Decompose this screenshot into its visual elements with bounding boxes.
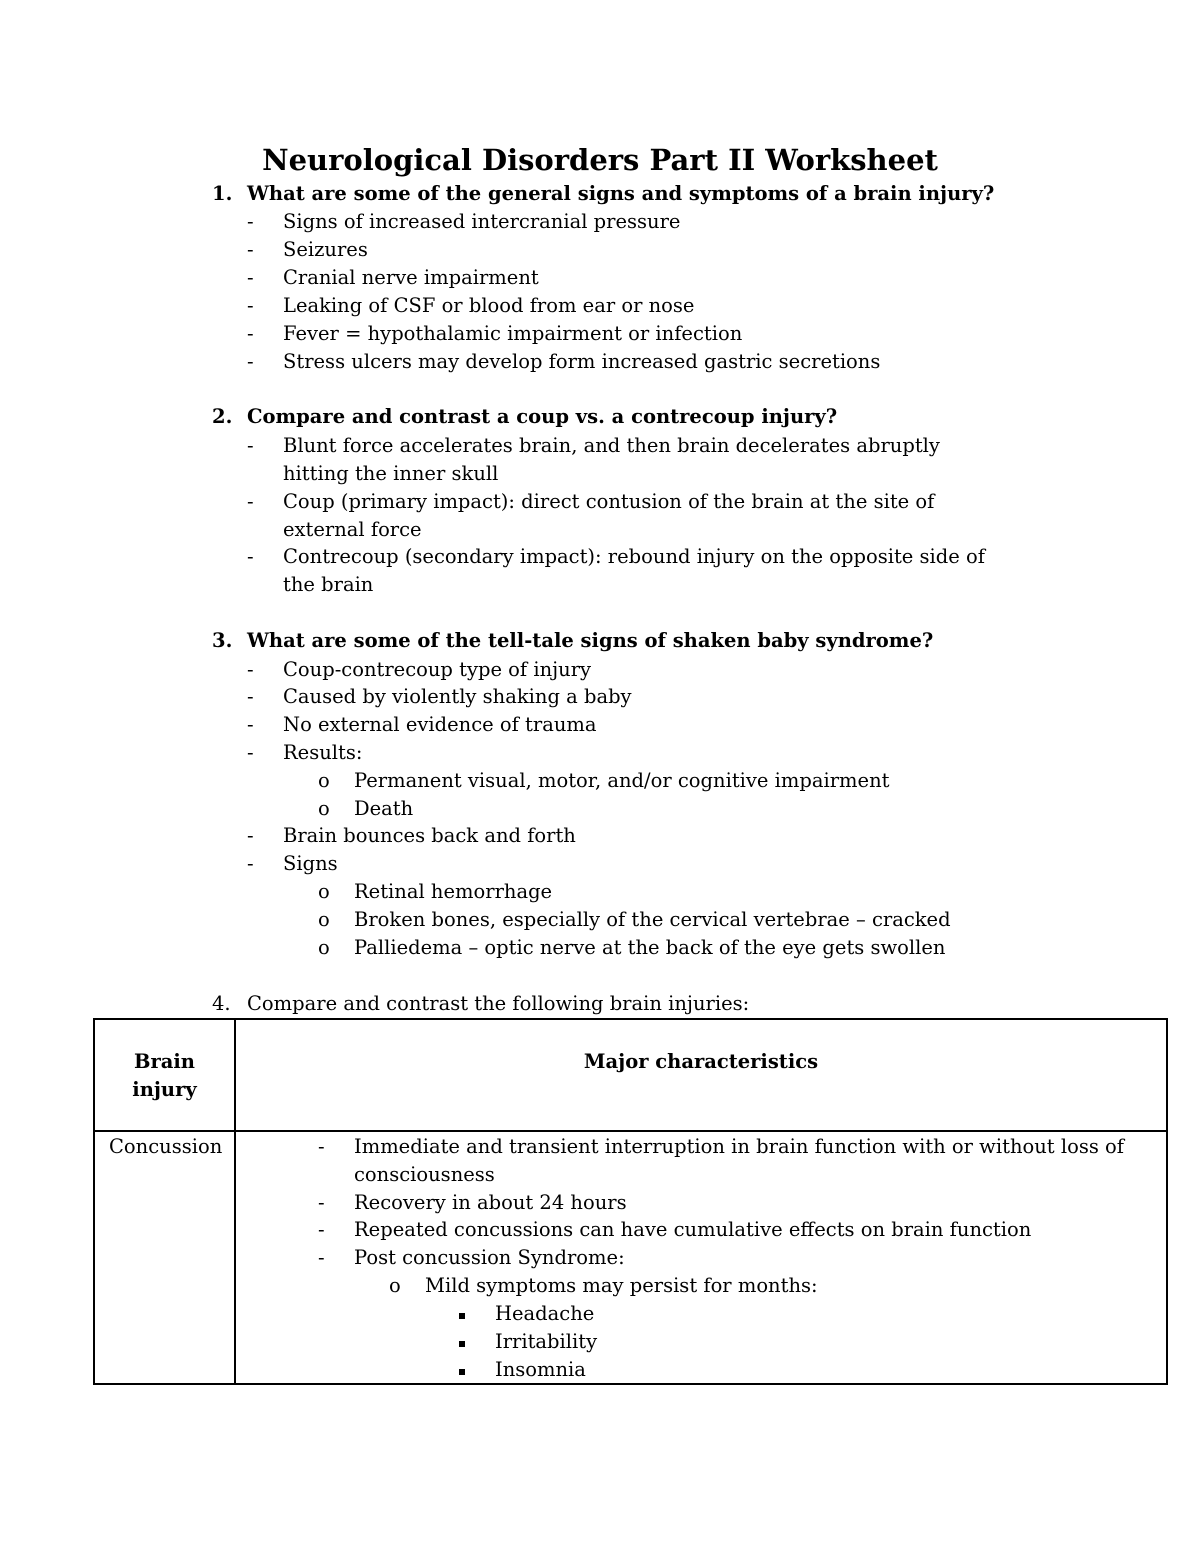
concussion-symptom: Irritability bbox=[495, 1330, 598, 1353]
header-line: injury bbox=[132, 1078, 197, 1101]
question-3-number: 3. bbox=[212, 629, 233, 652]
bullet-dash: - bbox=[247, 741, 254, 764]
bullet-o: o bbox=[389, 1274, 401, 1297]
bullet-dash: - bbox=[247, 350, 254, 373]
q1-item: Cranial nerve impairment bbox=[283, 266, 539, 289]
bullet-dash: - bbox=[247, 294, 254, 317]
page-title: Neurological Disorders Part II Worksheet bbox=[262, 143, 938, 177]
bullet-dash: - bbox=[247, 266, 254, 289]
bullet-o: o bbox=[318, 797, 330, 820]
bullet-o: o bbox=[318, 908, 330, 931]
q2-item-line: Blunt force accelerates brain, and then brain decelerates abruptly bbox=[283, 434, 940, 457]
concussion-subitem: Mild symptoms may persist for months: bbox=[425, 1274, 818, 1297]
q2-item-line: the brain bbox=[283, 573, 374, 596]
concussion-item-line: Immediate and transient interruption in brain function with or without loss of bbox=[354, 1135, 1124, 1158]
bullet-o: o bbox=[318, 936, 330, 959]
bullet-dash: - bbox=[247, 852, 254, 875]
q1-item: Seizures bbox=[283, 238, 368, 261]
square-bullet-icon bbox=[459, 1369, 465, 1375]
square-bullet-icon bbox=[459, 1341, 465, 1347]
q3-item: Brain bounces back and forth bbox=[283, 824, 576, 847]
bullet-dash: - bbox=[247, 824, 254, 847]
concussion-item: Repeated concussions can have cumulative effects on brain function bbox=[354, 1218, 1032, 1241]
bullet-dash: - bbox=[247, 238, 254, 261]
header-line: Brain bbox=[134, 1050, 195, 1073]
table-row-divider bbox=[93, 1130, 1168, 1132]
q2-item-line: Coup (primary impact): direct contusion of the brain at the site of bbox=[283, 490, 935, 513]
table-cell-concussion: Concussion bbox=[109, 1135, 223, 1158]
concussion-symptom: Insomnia bbox=[495, 1358, 586, 1381]
concussion-item: Recovery in about 24 hours bbox=[354, 1191, 627, 1214]
question-1-text: What are some of the general signs and symptoms of a brain injury? bbox=[247, 182, 995, 205]
q3-item: No external evidence of trauma bbox=[283, 713, 597, 736]
bullet-dash: - bbox=[318, 1246, 325, 1269]
q3-item: Caused by violently shaking a baby bbox=[283, 685, 632, 708]
question-4-text: Compare and contrast the following brain injuries: bbox=[247, 992, 750, 1015]
bullet-dash: - bbox=[247, 713, 254, 736]
bullet-dash: - bbox=[318, 1191, 325, 1214]
q1-item: Leaking of CSF or blood from ear or nose bbox=[283, 294, 695, 317]
question-1-number: 1. bbox=[212, 182, 233, 205]
q3-signs-subitem: Palliedema – optic nerve at the back of the eye gets swollen bbox=[354, 936, 946, 959]
bullet-dash: - bbox=[247, 434, 254, 457]
q3-signs-subitem: Broken bones, especially of the cervical vertebrae – cracked bbox=[354, 908, 951, 931]
q3-item: Coup-contrecoup type of injury bbox=[283, 658, 592, 681]
bullet-dash: - bbox=[247, 322, 254, 345]
concussion-item-line: consciousness bbox=[354, 1163, 495, 1186]
table-header-brain-injury bbox=[95, 1048, 234, 1104]
concussion-item: Post concussion Syndrome: bbox=[354, 1246, 625, 1269]
q3-results-subitem: Death bbox=[354, 797, 414, 820]
q2-item-line: Contrecoup (secondary impact): rebound injury on the opposite side of bbox=[283, 545, 985, 568]
bullet-dash: - bbox=[247, 490, 254, 513]
table-header-major-characteristics: Major characteristics bbox=[583, 1050, 819, 1073]
bullet-dash: - bbox=[247, 210, 254, 233]
bullet-o: o bbox=[318, 880, 330, 903]
q1-item: Signs of increased intercranial pressure bbox=[283, 210, 681, 233]
square-bullet-icon bbox=[459, 1313, 465, 1319]
q2-item-line: external force bbox=[283, 518, 422, 541]
q3-signs-subitem: Retinal hemorrhage bbox=[354, 880, 553, 903]
bullet-o: o bbox=[318, 769, 330, 792]
q1-item: Fever = hypothalamic impairment or infection bbox=[283, 322, 743, 345]
q1-item: Stress ulcers may develop form increased gastric secretions bbox=[283, 350, 881, 373]
q3-results-subitem: Permanent visual, motor, and/or cognitive impairment bbox=[354, 769, 890, 792]
question-4-number: 4. bbox=[212, 992, 231, 1015]
bullet-dash: - bbox=[318, 1135, 325, 1158]
bullet-dash: - bbox=[247, 685, 254, 708]
bullet-dash: - bbox=[247, 545, 254, 568]
q3-item: Results: bbox=[283, 741, 363, 764]
question-3-text: What are some of the tell-tale signs of shaken baby syndrome? bbox=[247, 629, 934, 652]
question-2-number: 2. bbox=[212, 405, 233, 428]
concussion-symptom: Headache bbox=[495, 1302, 595, 1325]
bullet-dash: - bbox=[247, 658, 254, 681]
question-2-text: Compare and contrast a coup vs. a contrecoup injury? bbox=[247, 405, 838, 428]
q3-item: Signs bbox=[283, 852, 338, 875]
bullet-dash: - bbox=[318, 1218, 325, 1241]
q2-item-line: hitting the inner skull bbox=[283, 462, 499, 485]
